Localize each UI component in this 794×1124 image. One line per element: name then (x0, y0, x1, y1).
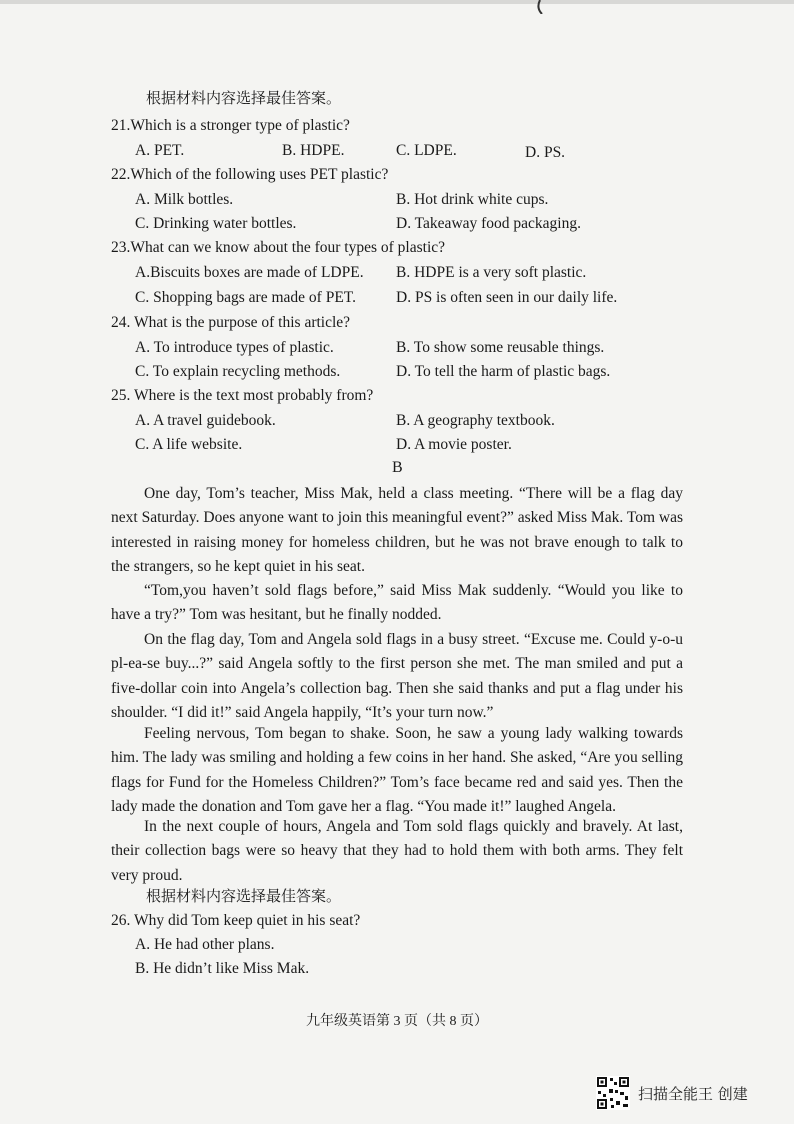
option-23c: C. Shopping bags are made of PET. (135, 289, 356, 306)
instructions: 根据材料内容选择最佳答案。 (146, 91, 342, 107)
option-22b: B. Hot drink white cups. (396, 191, 549, 208)
section-b-heading: B (392, 459, 403, 476)
question-26: 26. Why did Tom keep quiet in his seat? (111, 912, 361, 929)
option-23a: A.Biscuits boxes are made of LDPE. (135, 264, 364, 281)
scanner-watermark-text: 扫描全能王 创建 (638, 1084, 748, 1103)
question-24: 24. What is the purpose of this article? (111, 314, 351, 331)
option-24c: C. To explain recycling methods. (135, 363, 341, 380)
question-23: 23.What can we know about the four types of plastic? (111, 239, 446, 256)
option-23b: B. HDPE is a very soft plastic. (396, 264, 587, 281)
question-22: 22.Which of the following uses PET plastic? (111, 166, 389, 183)
option-25d: D. A movie poster. (396, 436, 512, 453)
passage-paragraph-4: Feeling nervous, Tom began to shake. Soon, he saw a young lady walking towards him. The lady was smiling and holding a few coins in her hand. She asked, “Are you selling flags for Fund for the Homeless Children?” Tom’s face became red and said yes. Then the lady made the donation and Tom gave her a flag. “You made it!” laughed Angela. (111, 725, 683, 816)
option-23d: D. PS is often seen in our daily life. (396, 289, 618, 306)
passage-paragraph-1: One day, Tom’s teacher, Miss Mak, held a class meeting. “There will be a flag day next Saturday. Does anyone want to join this meaningful event?” asked Miss Mak. Tom was interested in raising money for homeless children, but he was not brave enough to talk to the strangers, so he kept quiet in his seat. (111, 485, 683, 576)
page-footer: 九年级英语第 3 页（共 8 页） (306, 1014, 488, 1029)
option-21b: B. HDPE. (282, 142, 345, 159)
option-25a: A. A travel guidebook. (135, 412, 276, 429)
qr-code-icon (596, 1076, 630, 1110)
option-21a: A. PET. (135, 142, 185, 159)
option-26a: A. He had other plans. (135, 936, 275, 953)
option-22c: C. Drinking water bottles. (135, 215, 297, 232)
option-25c: C. A life website. (135, 436, 243, 453)
question-25: 25. Where is the text most probably from? (111, 387, 374, 404)
option-24a: A. To introduce types of plastic. (135, 339, 334, 356)
option-21c: C. LDPE. (396, 142, 457, 159)
option-21d: D. PS. (525, 144, 566, 161)
option-22a: A. Milk bottles. (135, 191, 234, 208)
option-26b: B. He didn’t like Miss Mak. (135, 960, 310, 977)
passage-paragraph-2: “Tom,you haven’t sold flags before,” said Miss Mak suddenly. “Would you like to have a try?” Tom was hesitant, but he finally nodded. (111, 582, 683, 624)
option-25b: B. A geography textbook. (396, 412, 555, 429)
scan-top-edge (0, 0, 794, 14)
scanner-watermark (596, 1075, 748, 1111)
instructions-2: 根据材料内容选择最佳答案。 (146, 889, 342, 905)
option-22d: D. Takeaway food packaging. (396, 215, 581, 232)
option-24b: B. To show some reusable things. (396, 339, 605, 356)
passage-paragraph-5: In the next couple of hours, Angela and Tom sold flags quickly and bravely. At last, their collection bags were so heavy that they had to hold them with both arms. They felt very proud. (111, 818, 683, 884)
question-21: 21.Which is a stronger type of plastic? (111, 117, 350, 134)
option-24d: D. To tell the harm of plastic bags. (396, 363, 611, 380)
passage-paragraph-3: On the flag day, Tom and Angela sold flags in a busy street. “Excuse me. Could y-o-u pl-ea-se buy...?” said Angela softly to the first person she met. The man smiled and put a five-dollar coin into Angela’s collection bag. Then she said thanks and put a flag under his shoulder. “I did it!” said Angela happily, “It’s your turn now.” (111, 631, 683, 722)
